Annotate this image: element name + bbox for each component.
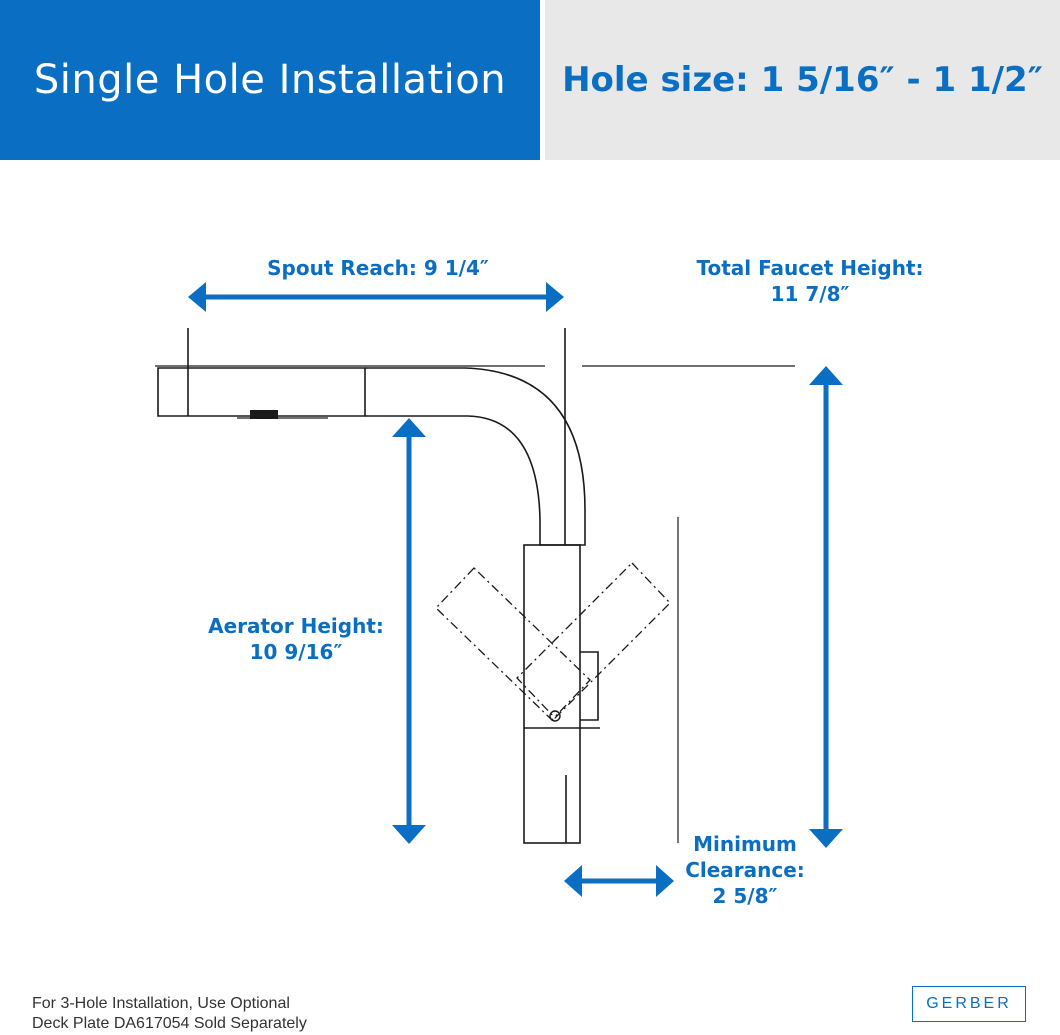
clearance-label: [670, 831, 820, 909]
spout-reach-arrowhead-right: [546, 282, 564, 312]
total-height-value: 11 7/8″: [770, 282, 850, 306]
page-title: Single Hole Installation: [33, 57, 507, 103]
footnote-line-1: For 3-Hole Installation, Use Optional: [32, 995, 290, 1012]
dimension-arrows: [188, 282, 843, 897]
spout-reach-arrowhead-left: [188, 282, 206, 312]
clearance-title-line2: Clearance:: [685, 858, 805, 882]
aerator-height-title: Aerator Height:: [208, 614, 384, 638]
hole-size-label: Hole size: 1 5/16″ - 1 1/2″: [562, 60, 1043, 100]
aerator-nozzle: [250, 410, 278, 419]
total-height-title: Total Faucet Height:: [696, 256, 924, 280]
clearance-value: 2 5/8″: [712, 884, 778, 908]
faucet-drawing: [155, 328, 795, 843]
handle-hinge: [580, 652, 598, 720]
aerator-height-arrowhead-bottom: [392, 825, 426, 844]
total-height-label: [680, 255, 940, 307]
spout-arm: [365, 368, 585, 545]
logo-text: GERBER: [926, 995, 1012, 1012]
total-height-arrowhead-top: [809, 366, 843, 385]
gerber-logo: [912, 986, 1026, 1022]
aerator-height-value: 10 9/16″: [249, 640, 343, 664]
clearance-title-line1: Minimum: [693, 832, 797, 856]
aerator-height-label: [196, 613, 396, 665]
handle-pivot: [550, 711, 560, 721]
installation-footnote: [32, 994, 412, 1034]
handle-rotation-outline: [436, 563, 670, 720]
clearance-arrowhead-left: [564, 865, 582, 897]
aerator-height-arrowhead-top: [392, 418, 426, 437]
spout-reach-label: Spout Reach: 9 1/4″: [267, 256, 489, 280]
footnote-line-2: Deck Plate DA617054 Sold Separately: [32, 1015, 307, 1032]
spray-head: [158, 368, 365, 416]
